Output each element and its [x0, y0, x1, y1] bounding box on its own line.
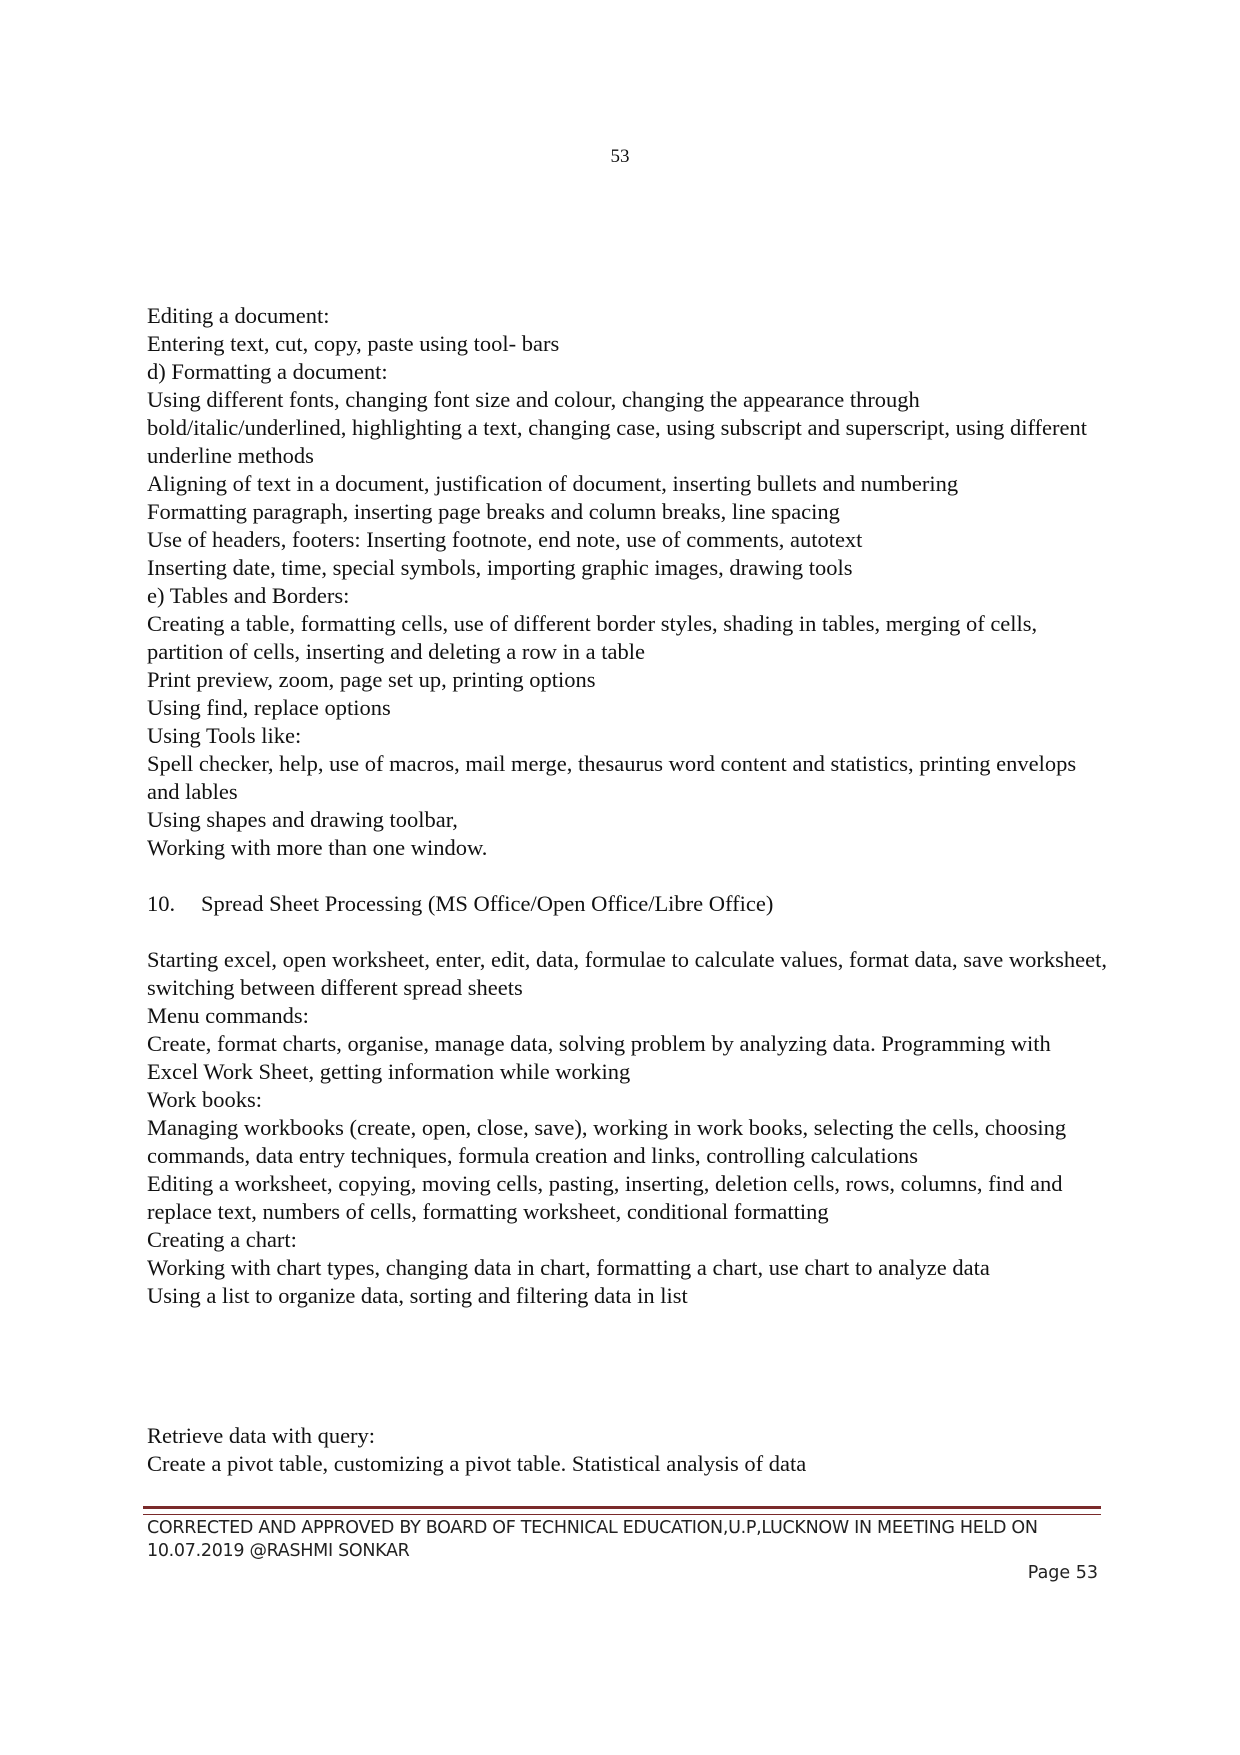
text-line: Working with more than one window. — [147, 835, 488, 860]
text-line: Inserting date, time, special symbols, importing graphic images, drawing tools — [147, 555, 853, 580]
text-line: Entering text, cut, copy, paste using tool- bars — [147, 331, 560, 356]
document-body — [147, 302, 1107, 1478]
text-line: Creating a chart: — [147, 1227, 297, 1252]
text-line: Formatting paragraph, inserting page breaks and column breaks, line spacing — [147, 499, 840, 524]
section-title: Spread Sheet Processing (MS Office/Open Office/Libre Office) — [201, 891, 774, 916]
text-line: Using different fonts, changing font size and colour, changing the appearance through bold/italic/underlined, highlighting a text, changing case, using subscript and superscript, using different underline methods — [147, 387, 1088, 468]
text-line: Using shapes and drawing toolbar, — [147, 807, 458, 832]
text-line: Spell checker, help, use of macros, mail merge, thesaurus word content and statistics, printing envelops and lables — [147, 751, 1077, 804]
text-line: Aligning of text in a document, justification of document, inserting bullets and numbering — [147, 471, 959, 496]
text-line: Use of headers, footers: Inserting footnote, end note, use of comments, autotext — [147, 527, 863, 552]
footer-page-number: Page 53 — [1027, 1563, 1098, 1583]
section-heading — [147, 890, 1107, 918]
text-line: Retrieve data with query: — [147, 1423, 376, 1448]
page-number-top: 53 — [610, 146, 630, 167]
footer-divider — [143, 1506, 1101, 1515]
text-line: Managing workbooks (create, open, close, save), working in work books, selecting the cells, choosing commands, data entry techniques, formula creation and links, controlling calculations — [147, 1115, 1067, 1168]
text-line: Editing a document: — [147, 303, 330, 328]
text-line: Starting excel, open worksheet, enter, edit, data, formulae to calculate values, format data, save worksheet, switching between different spread sheets — [147, 947, 1107, 1000]
footer-note: CORRECTED AND APPROVED BY BOARD OF TECHNICAL EDUCATION,U.P,LUCKNOW IN MEETING HELD ON 10.07.2019 @RASHMI SONKAR — [147, 1518, 1038, 1561]
text-line: Editing a worksheet, copying, moving cells, pasting, inserting, deletion cells, rows, columns, find and replace text, numbers of cells, formatting worksheet, conditional formatting — [147, 1171, 1063, 1224]
text-line: Create a pivot table, customizing a pivot table. Statistical analysis of data — [147, 1451, 807, 1476]
text-line: Work books: — [147, 1087, 263, 1112]
text-line: Using a list to organize data, sorting and filtering data in list — [147, 1283, 688, 1308]
subheading-tables: e) Tables and Borders: — [147, 583, 350, 608]
text-line: Create, format charts, organise, manage data, solving problem by analyzing data. Programming with Excel Work Sheet, getting information while working — [147, 1031, 1051, 1084]
text-line: Creating a table, formatting cells, use of different border styles, shading in tables, merging of cells, partition of cells, inserting and deleting a row in a table — [147, 611, 1038, 664]
text-line: Using Tools like: — [147, 723, 302, 748]
text-line: Using find, replace options — [147, 695, 391, 720]
section-number: 10. — [147, 891, 176, 916]
subheading-formatting: d) Formatting a document: — [147, 359, 388, 384]
text-line: Working with chart types, changing data in chart, formatting a chart, use chart to analyze data — [147, 1255, 990, 1280]
text-line: Menu commands: — [147, 1003, 309, 1028]
text-line: Print preview, zoom, page set up, printing options — [147, 667, 596, 692]
